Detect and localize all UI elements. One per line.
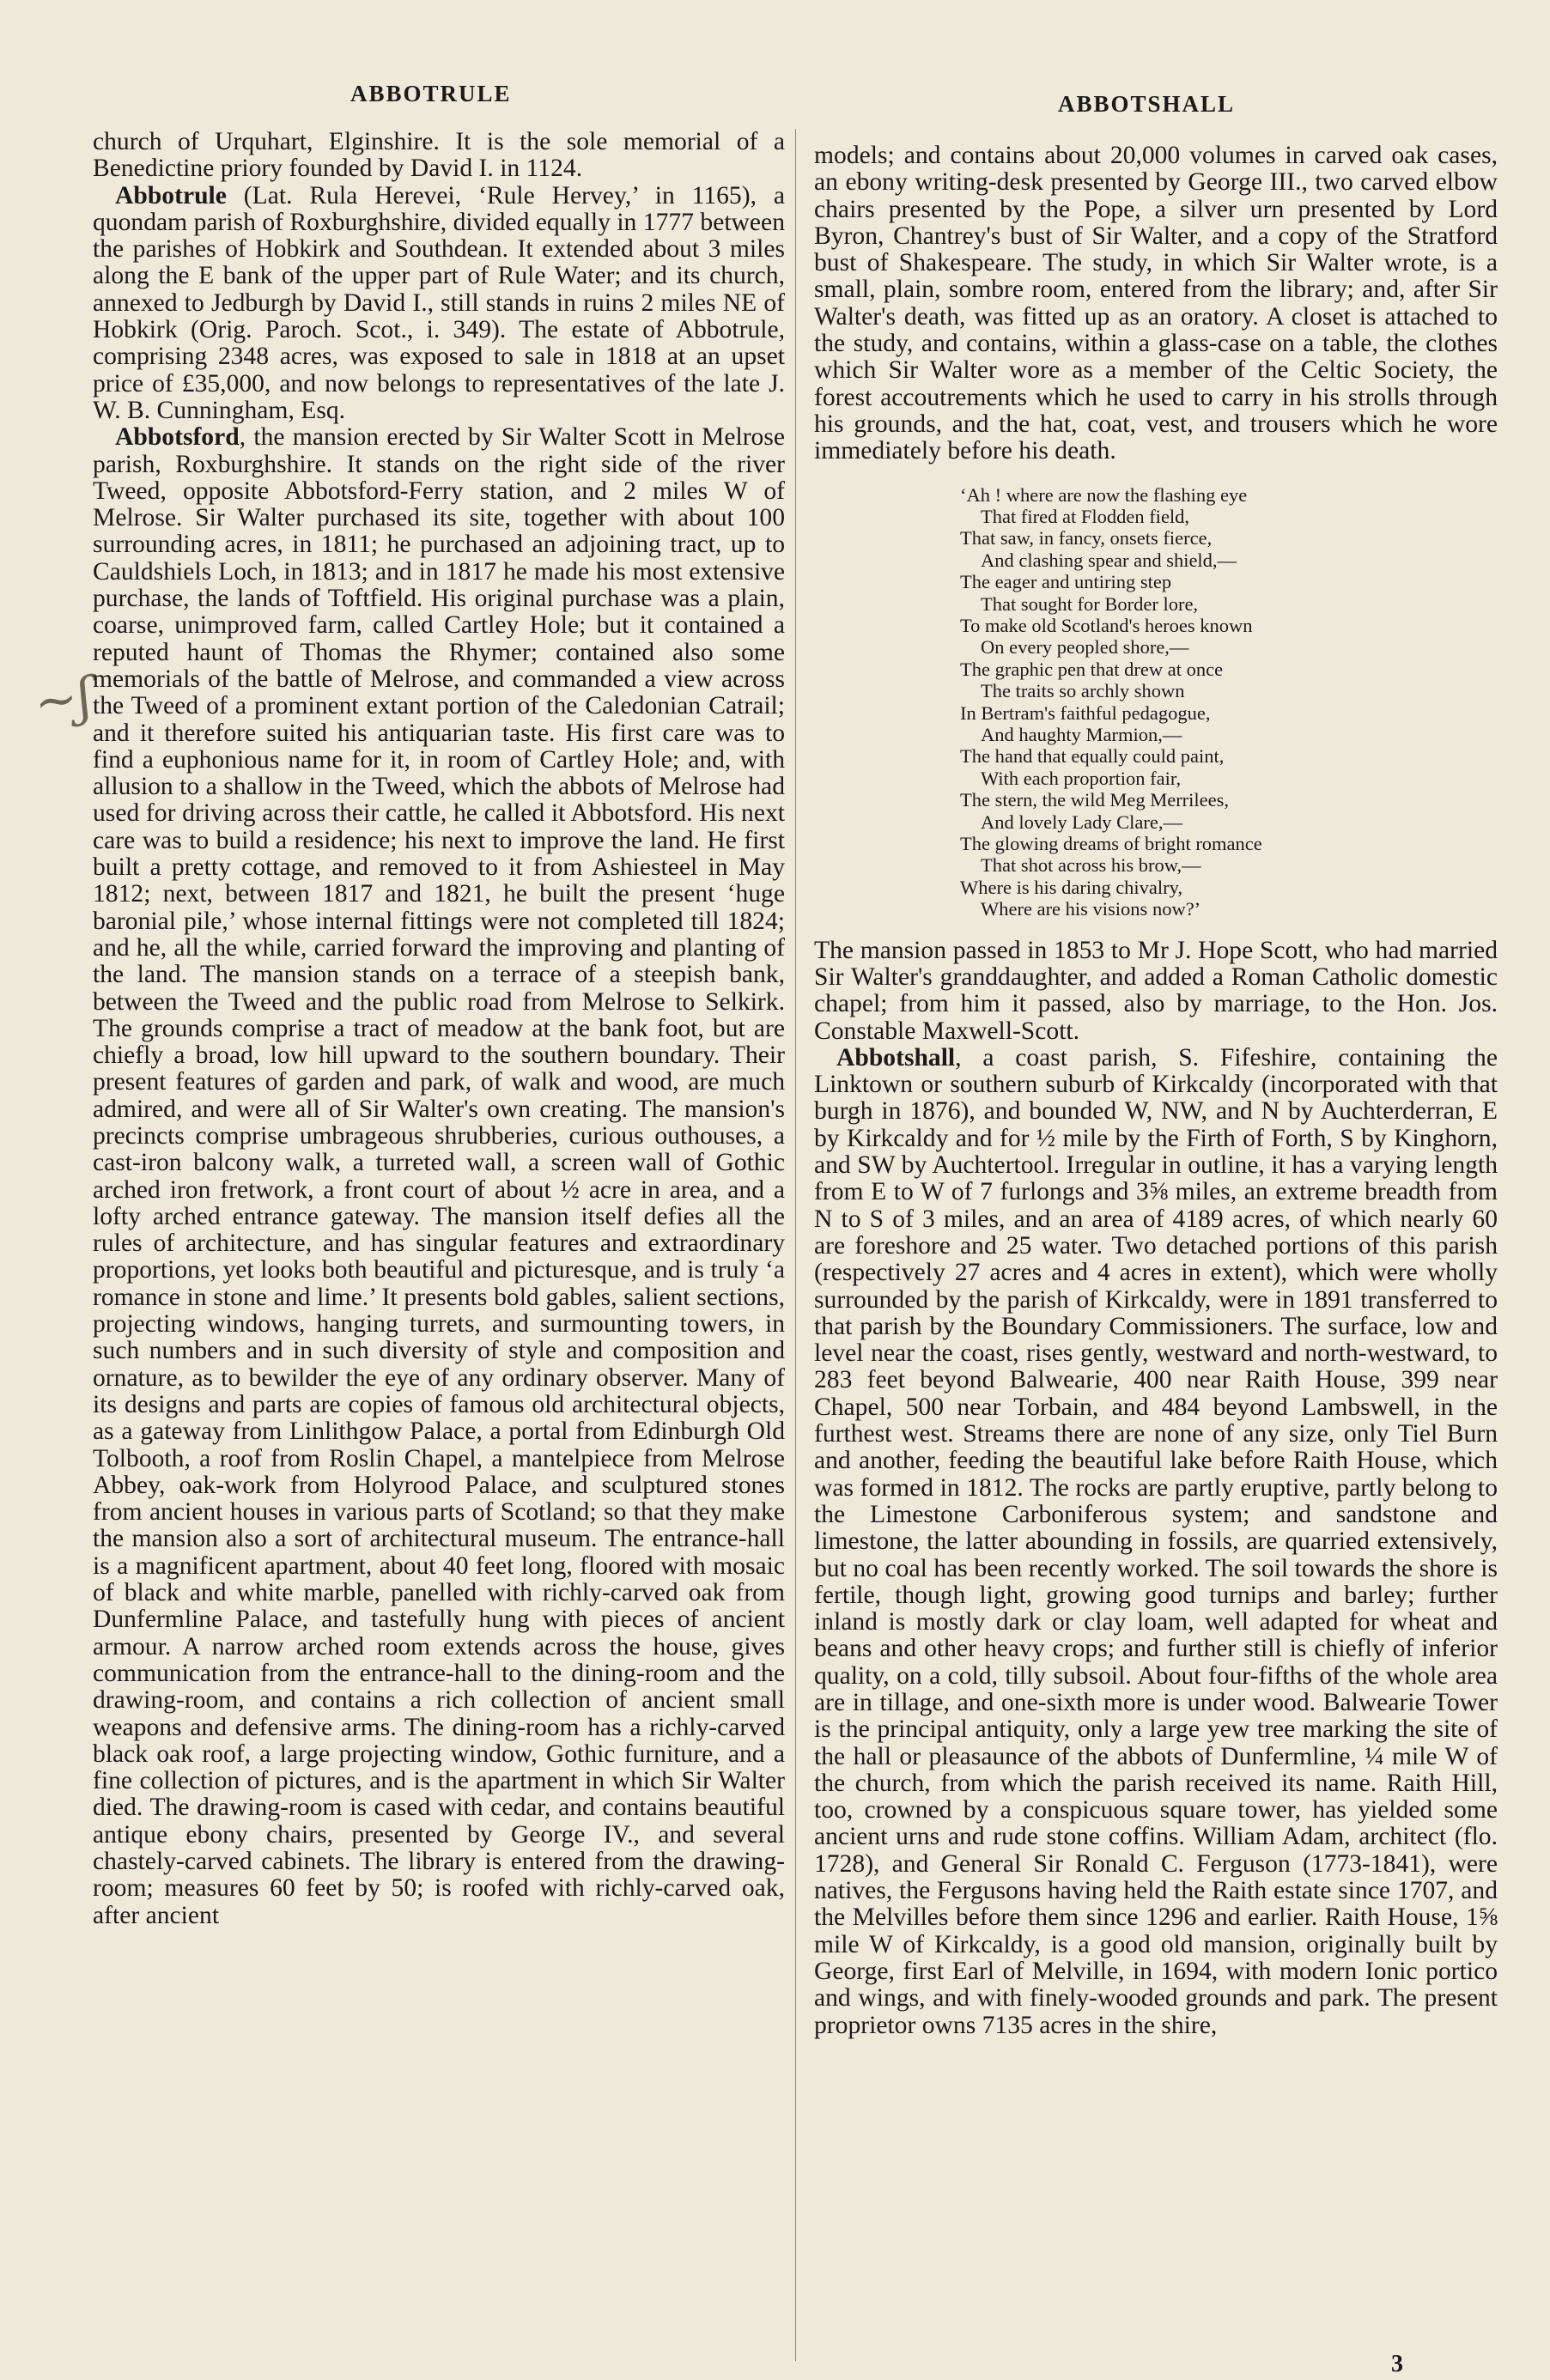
poem-quotation (960, 484, 1498, 920)
poem-line: And lovely Lady Clare,— (981, 811, 1182, 833)
poem-line: The glowing dreams of bright romance (960, 833, 1262, 855)
entry-abbotsford (93, 424, 785, 1929)
poem-line: The graphic pen that drew at once (960, 658, 1224, 680)
column-divider (795, 129, 796, 2361)
entry-text: (Lat. Rula Herevei, ‘Rule Hervey,’ in 1165), a quondam parish of Roxburghshire, divided equally in 1777 between the parishes of Hobkirk and Southdean. It extended about 3 miles along the E bank of the upper part of Rule Water; and its church, annexed to Jedburgh by David I., still stands in ruins 2 miles NE of Hobkirk (Orig. Paroch. Scot., i. 349). The estate of Abbotrule, comprising 2348 acres, was exposed to sale in 1818 at an upset price of £35,000, and now belongs to representatives of the late J. W. B. Cunningham, Esq. (93, 181, 785, 424)
left-column (93, 129, 785, 1929)
entry-headword: Abbotsford (115, 423, 240, 452)
paragraph-urquhart: church of Urquhart, Elginshire. It is the sole memorial of a Benedictine priory founded by David I. in 1124. (93, 128, 785, 183)
poem-line: The traits so archly shown (981, 680, 1185, 702)
poem-line: That sought for Border lore, (981, 592, 1199, 615)
poem-line: That shot across his brow,— (981, 854, 1201, 877)
poem-line: The eager and untiring step (960, 571, 1172, 593)
paragraph-mansion-passed: The mansion passed in 1853 to Mr J. Hope Scott, who had married Sir Walter's granddaughter, and added a Roman Catholic domestic chapel; from him it passed, also by marriage, to the Hon. Jos. Constable Maxwell-Scott. (814, 936, 1498, 1045)
poem-line: The stern, the wild Meg Merrilees, (960, 789, 1230, 811)
poem-line: That fired at Flodden field, (981, 505, 1190, 527)
entry-headword: Abbotrule (115, 181, 227, 209)
entry-abbotrule (93, 183, 785, 425)
poem-line: The hand that equally could paint, (960, 745, 1225, 768)
poem-line: Where is his daring chivalry, (960, 876, 1183, 898)
entry-text: , a coast parish, S. Fifeshire, containing the Linktown or southern suburb of Kirkcaldy (incorporated with that burgh in 1876), and bounded W, NW, and N by Auchterderran, E by Kirkcaldy and for ½ mile by the Firth of Forth, S by Kinghorn, and SW by Auchtertool. Irregular in outline, it has a varying length from E to W of 7 furlongs and 3⅝ miles, an extreme breadth from N to S of 3 miles, and an area of 4189 acres, of which nearly 60 are foreshore and 25 water. Two detached portions of this parish (respectively 27 acres and 4 acres in extent), which were wholly surrounded by the parish of Kirkcaldy, were in 1891 transferred to that parish by the Boundary Commissioners. The surface, low and level near the coast, rises gently, westward and north-westward, to 283 feet beyond Balwearie, 400 near Raith House, 399 near Chapel, 500 near Torbain, and 484 beyond Lambswell, in the furthest west. Streams there are none of any size, only Tiel Burn and another, feeding the beautiful lake before Raith House, which was formed in 1812. The rocks are partly eruptive, partly belong to the Limestone Carboniferous system; and sandstone and limestone, the latter abounding in fossils, are quarried extensively, but no coal has been recently worked. The soil towards the shore is fertile, though light, growing good turnips and barley; further inland is mostly dark or clay loam, well adapted for wheat and beans and other heavy crops; and further still is chiefly of inferior quality, on a cold, tilly subsoil. About four-fifths of the whole area are in tillage, and one-sixth more is under wood. Balwearie Tower is the principal antiquity, only a large yew tree marking the site of the hall or pleasaunce of the abbots of Dunfermline, ¼ mile W of the church, from which the parish received its name. Raith Hill, too, crowned by a conspicuous square tower, has yielded some ancient urns and rude stone coffins. William Adam, architect (flo. 1728), and General Sir Ronald C. Ferguson (1773-1841), were natives, the Fergusons having held the Raith estate since 1707, and the Melvilles before them since 1296 and earlier. Raith House, 1⅝ mile W of Kirkcaldy, is a good old mansion, originally built by George, first Earl of Melville, in 1694, with modern Ionic portico and wings, and with finely-wooded grounds and park. The present proprietor owns 7135 acres in the shire, (814, 1043, 1498, 2039)
page-number: 3 (1391, 2351, 1403, 2377)
poem-line: Where are his visions now?’ (981, 898, 1201, 920)
running-header-right: ABBOTSHALL (1058, 91, 1236, 117)
poem-line: That saw, in fancy, onsets fierce, (960, 527, 1213, 549)
handwritten-margin-mark: ~ʃ (30, 665, 96, 734)
entry-headword: Abbotshall (836, 1043, 956, 1072)
poem-line: To make old Scotland's heroes known (960, 615, 1253, 636)
running-header-left: ABBOTRULE (350, 81, 512, 106)
poem-line: ‘Ah ! where are now the flashing eye (960, 483, 1248, 506)
entry-abbotshall (814, 1045, 1498, 2039)
poem-line: With each proportion fair, (981, 767, 1182, 789)
poem-line: In Bertram's faithful pedagogue, (960, 701, 1211, 724)
poem-line: And clashing spear and shield,— (981, 549, 1237, 571)
poem-line: On every peopled shore,— (981, 636, 1189, 659)
paragraph-abbotsford-continued: models; and contains about 20,000 volumes in carved oak cases, an ebony writing-desk presented by George III., two carved elbow chairs presented by the Pope, a silver urn presented by Lord Byron, Chantrey's bust of Sir Walter, and a copy of the Stratford bust of Shakespeare. The study, in which Sir Walter wrote, is a small, plain, sombre room, entered from the library; and, after Sir Walter's death, was fitted up as an oratory. A closet is attached to the study, and contains, within a glass-case on a table, the clothes which Sir Walter wore as a member of the Celtic Society, the forest accoutrements which he used to carry in his strolls through his grounds, and the hat, coat, vest, and trousers which he wore immediately before his death. (814, 142, 1498, 465)
entry-text: , the mansion erected by Sir Walter Scott in Melrose parish, Roxburghshire. It stands on the right side of the river Tweed, opposite Abbotsford-Ferry station, and 2 miles W of Melrose. Sir Walter purchased its site, together with about 100 surrounding acres, in 1811; he purchased an adjoining tract, up to Cauldshiels Loch, in 1813; and in 1817 he made his most extensive purchase, the lands of Toftfield. His original purchase was a plain, coarse, unimproved farm, called Cartley Hole; but it contained a reputed haunt of Thomas the Rhymer; contained also some memorials of the battle of Melrose, and commanded a view across the Tweed of a prominent extant portion of the Caledonian Catrail; and it therefore suited his antiquarian taste. His first care was to find a euphonious name for it, in room of Cartley Hole; and, with allusion to a shallow in the Tweed, which the abbots of Melrose had used for driving across their cattle, he called it Abbotsford. His next care was to build a residence; his next to improve the land. He first built a pretty cottage, and removed to it from Ashiesteel in May 1812; next, between 1817 and 1821, he built the present ‘huge baronial pile,’ whose internal fittings were not completed till 1824; and he, all the while, carried forward the improving and planting of the land. The mansion stands on a terrace of a steepish bank, between the Tweed and the public road from Melrose to Selkirk. The grounds comprise a tract of meadow at the bank foot, but are chiefly a broad, low hill upward to the southern boundary. Their present features of garden and park, of walk and wood, are much admired, and were all of Sir Walter's own creating. The mansion's precincts comprise umbrageous shrubberies, curious outhouses, a cast-iron balcony walk, a turreted wall, a screen wall of Gothic arched iron fretwork, a front court of about ½ acre in area, and a lofty arched entrance gateway. The mansion itself defies all the rules of architecture, and has singular features and extraordinary proportions, yet looks both beautiful and picturesque, and is truly ‘a romance in stone and lime.’ It presents bold gables, salient sections, projecting windows, hanging turrets, and surmounting towers, in such numbers and in such diversity of style and composition and ornature, as to bewilder the eye of any ordinary observer. Many of its designs and parts are copies of famous old architectural objects, as a gateway from Linlithgow Palace, a portal from Edinburgh Old Tolbooth, a roof from Roslin Chapel, a mantelpiece from Melrose Abbey, oak-work from Holyrood Palace, and sculptured stones from ancient houses in various parts of Scotland; so that they make the mansion also a sort of architectural museum. The entrance-hall is a magnificent apartment, about 40 feet long, floored with mosaic of black and white marble, panelled with richly-carved oak from Dunfermline Palace, and tastefully hung with pieces of ancient armour. A narrow arched room extends across the house, gives communication from the entrance-hall to the dining-room and the drawing-room, and contains a rich collection of ancient small weapons and defensive arms. The dining-room has a richly-carved black oak roof, a large projecting window, Gothic furniture, and a fine collection of pictures, and is the apartment in which Sir Walter died. The drawing-room is cased with cedar, and contains beautiful antique ebony chairs, presented by George IV., and several chastely-carved cabinets. The library is entered from the drawing-room; measures 60 feet by 50; is roofed with richly-carved oak, after ancient (93, 423, 785, 1929)
right-column (814, 143, 1498, 2039)
poem-line: And haughty Marmion,— (981, 724, 1182, 746)
